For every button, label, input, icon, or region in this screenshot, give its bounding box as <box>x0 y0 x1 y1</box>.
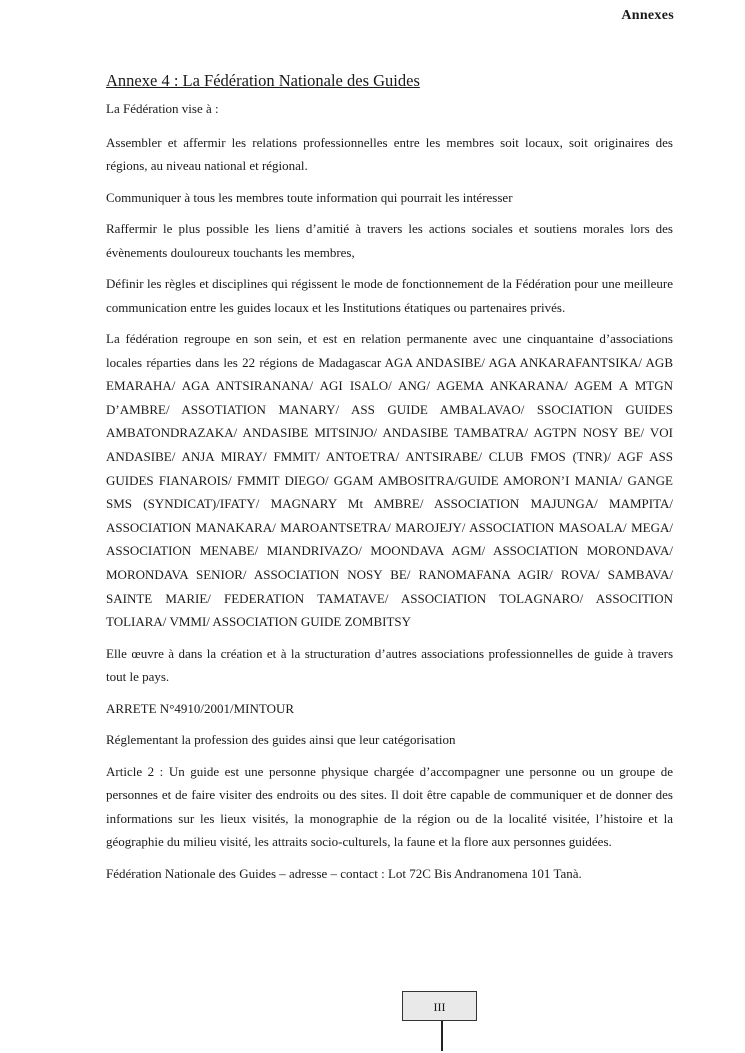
running-header: Annexes <box>621 8 674 23</box>
intro-text: La Fédération vise à : <box>106 101 219 116</box>
page-number: III <box>433 1000 446 1014</box>
paragraph-objective-4: Définir les règles et disciplines qui régissent le mode de fonctionnement de la Fédération pour une meilleure communication entre les guides locaux et les Institutions étatiques ou partenaires privés. <box>106 276 673 315</box>
annex-title: Annexe 4 : La Fédération Nationale des Guides <box>106 71 420 90</box>
decree-subject: Réglementant la profession des guides ainsi que leur catégorisation <box>106 732 456 748</box>
paragraph-objective-3: Raffermir le plus possible les liens d’amitié à travers les actions sociales et soutiens morales lors des évènements douloureux touchants les membres, <box>106 221 673 260</box>
paragraph-objective-1: Assembler et affermir les relations professionnelles entre les membres soit locaux, soit originaires des régions, au niveau national et régional. <box>106 134 673 173</box>
paragraph-associations: La fédération regroupe en son sein, et est en relation permanente avec une cinquantaine d’associations locales réparties dans les 22 régions de Madagascar AGA ANDASIBE/ AGA ANKARAFANTSIKA/ AGB EMARAHA/ AGA ANTSIRANANA/ AGI ISALO/ ANG/ AGEMA ANKARANA/ AGEM A MTGN D’AMBRE/ ASSOTIATION MANARY/ ASS GUIDE AMBALAVAO/ SSOCIATION GUIDES AMBATONDRAZAKA/ ANDASIBE MITSINJO/ ANDASIBE TAMBATRA/ AGTPN NOSY BE/ VOI ANDASIBE/ ANJA MIRAY/ FMMIT/ ANTOETRA/ ANTSIRABE/ CLUB FMOS (TNR)/ AGF ASS GUIDES FIANAROIS/ FMMIT DIEGO/ GGAM AMBOSITRA/GUIDE AMORON’I MANIA/ GANGE SMS (SYNDICAT)/IFATY/ MAGNARY Mt AMBRE/ ASSOCIATION MAJUNGA/ MAMPITA/ ASSOCIATION MANAKARA/ MAROANTSETRA/ MAROJEJY/ ASSOCIATION MASOALA/ MEGA/ ASSOCIATION MENABE/ MIANDRIVAZO/ MOONDAVA AGM/ ASSOCIATION MORONDAVA/ MORONDAVA SENIOR/ ASSOCIATION NOSY BE/ RANOMAFANA AGIR/ ROVA/ SAMBAVA/ SAINTE MARIE/ FEDERATION TAMATAVE/ ASSOCIATION TOLAGNARO/ ASSOCITION TOLIARA/ VMMI/ ASSOCIATION GUIDE ZOMBITSY <box>106 331 673 630</box>
article-2: Article 2 : Un guide est une personne physique chargée d’accompagner une personne ou un groupe de personnes et de faire visiter des endroits ou des sites. Il doit être capable de communiquer et de donner des informations sur les lieux visités, la monographie de la région ou de la localité visitée, l’histoire et la géographie du milieu visité, les attraits socio-culturels, la faune et la flore aux personnes guidées. <box>106 763 673 850</box>
paragraph-objective-2: Communiquer à tous les membres toute information qui pourrait les intéresser <box>106 189 513 205</box>
paragraph-mission: Elle œuvre à dans la création et à la structuration d’autres associations professionnelles de guide à travers tout le pays. <box>106 645 673 685</box>
decree-reference: ARRETE N°4910/2001/MINTOUR <box>106 700 295 716</box>
page-number-box <box>402 991 477 1021</box>
page-number-rule <box>441 1021 443 1051</box>
contact-line: Fédération Nationale des Guides – adresse – contact : Lot 72C Bis Andranomena 101 Tanà. <box>106 865 582 881</box>
document-body <box>106 71 673 893</box>
